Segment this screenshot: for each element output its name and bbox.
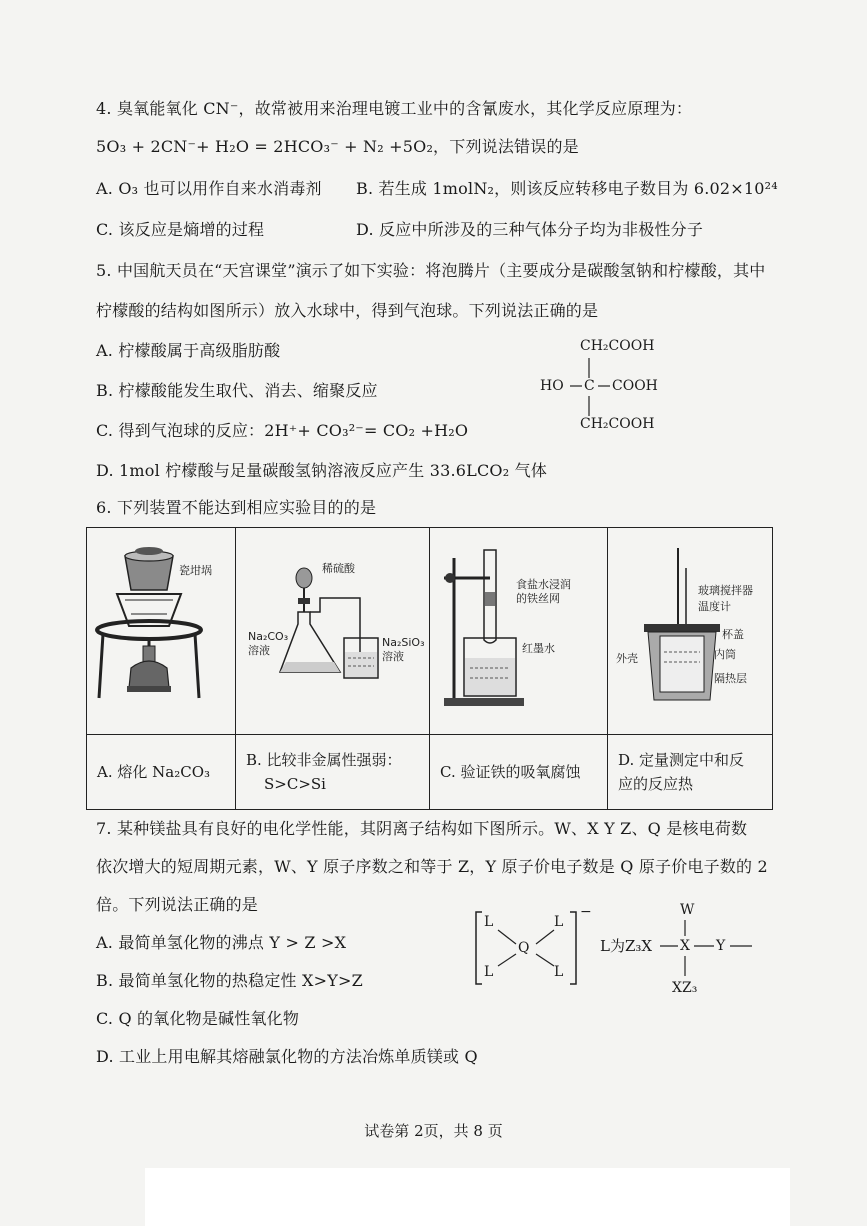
label-na2co3-solution: 溶液 — [248, 644, 270, 657]
q7-option-b: B. 最简单氢化物的热稳定性 X>Y>Z — [96, 971, 363, 990]
q6-stem: 6. 下列装置不能达到相应实验目的的是 — [96, 498, 377, 517]
label-red-ink: 红墨水 — [522, 642, 555, 655]
apparatus-table — [86, 527, 773, 810]
struct-cooh: COOH — [612, 378, 658, 394]
anion-l-bottomright: L — [554, 964, 564, 980]
label-wire-mesh: 的铁丝网 — [516, 592, 560, 605]
blank-strip — [145, 1168, 790, 1226]
label-glass-stirrer: 玻璃搅拌器 — [698, 584, 753, 597]
anion-l-topright: L — [554, 914, 564, 930]
ligand-xz3: XZ₃ — [672, 980, 698, 996]
q5-stem-line2: 柠檬酸的结构如图所示）放入水球中，得到气泡球。下列说法正确的是 — [96, 301, 599, 320]
anion-charge: − — [580, 904, 592, 920]
ligand-prefix: L为Z₃X — [600, 937, 653, 955]
q4-option-a: A. O₃ 也可以用作自来水消毒剂 — [96, 179, 322, 198]
ligand-bonds — [650, 918, 760, 982]
caption-d: D. 定量测定中和反 应的反应热 — [608, 735, 773, 810]
figure-d-calorimeter — [608, 528, 773, 735]
q5-option-c: C. 得到气泡球的反应：2H⁺+ CO₃²⁻= CO₂ +H₂O — [96, 421, 469, 440]
label-na2co3: Na₂CO₃ — [248, 630, 289, 643]
q4-equation: 5O₃ + 2CN⁻+ H₂O = 2HCO₃⁻ + N₂ +5O₂，下列说法错误的是 — [96, 137, 579, 156]
q4-option-b: B. 若生成 1molN₂，则该反应转移电子数目为 6.02×10²⁴ — [356, 179, 778, 198]
label-saltwater-wire: 食盐水浸润 — [516, 578, 571, 591]
q7-stem-line2: 依次增大的短周期元素，W、Y 原子序数之和等于 Z，Y 原子价电子数是 Q 原子价电子数的 2 — [96, 857, 768, 876]
q7-option-d: D. 工业上用电解其熔融氯化物的方法冶炼单质镁或 Q — [96, 1047, 478, 1066]
struct-bottom: CH₂COOH — [580, 416, 655, 432]
q5-option-a: A. 柠檬酸属于高级脂肪酸 — [96, 341, 281, 360]
page-footer: 试卷第 2页，共 8 页 — [364, 1122, 503, 1140]
label-insulation: 隔热层 — [714, 672, 747, 685]
label-inner-cup: 内筒 — [714, 648, 736, 661]
q5-stem-line1: 5. 中国航天员在“天宫课堂”演示了如下实验：将泡腾片（主要成分是碳酸氢钠和柠檬酸，其中 — [96, 261, 766, 280]
q7-stem-line1: 7. 某种镁盐具有良好的电化学性能，其阴离子结构如下图所示。W、X Y Z、Q 是核电荷数 — [96, 819, 748, 838]
q4-option-c: C. 该反应是熵增的过程 — [96, 220, 265, 239]
label-crucible: 瓷坩埚 — [179, 564, 212, 577]
label-na2sio3-solution: 溶液 — [382, 650, 404, 663]
figure-b-flask-beaker — [236, 528, 430, 735]
label-na2sio3: Na₂SiO₃ — [382, 636, 425, 649]
q4-stem: 4. 臭氧能氧化 CN⁻，故常被用来治理电镀工业中的含氰废水，其化学反应原理为： — [96, 99, 693, 118]
q5-option-d: D. 1mol 柠檬酸与足量碳酸氢钠溶液反应产生 33.6LCO₂ 气体 — [96, 461, 548, 480]
q7-stem-line3: 倍。下列说法正确的是 — [96, 895, 259, 914]
caption-c: C. 验证铁的吸氧腐蚀 — [430, 735, 608, 810]
label-thermometer: 温度计 — [698, 600, 731, 613]
anion-l-topleft: L — [484, 914, 494, 930]
ligand-y: Y — [716, 938, 726, 954]
q7-option-a: A. 最简单氢化物的沸点 Y > Z >X — [96, 933, 347, 952]
struct-bonds — [560, 352, 620, 422]
q5-option-b: B. 柠檬酸能发生取代、消去、缩聚反应 — [96, 381, 378, 400]
label-outer-shell: 外壳 — [616, 652, 638, 665]
label-lid: 杯盖 — [722, 628, 744, 641]
figure-a-crucible — [87, 528, 236, 735]
caption-a: A. 熔化 Na₂CO₃ — [87, 735, 236, 810]
struct-top: CH₂COOH — [580, 338, 655, 354]
figure-c-iron-corrosion — [430, 528, 608, 735]
struct-ho: HO — [540, 378, 564, 394]
ligand-x: X — [680, 938, 690, 954]
struct-c: C — [584, 378, 595, 394]
caption-b: B. 比较非金属性强弱： S>C>Si — [236, 735, 430, 810]
anion-q: Q — [518, 940, 530, 956]
q7-option-c: C. Q 的氧化物是碱性氧化物 — [96, 1009, 300, 1028]
label-dilute-h2so4: 稀硫酸 — [322, 562, 355, 575]
ligand-w: W — [680, 902, 695, 918]
anion-l-bottomleft: L — [484, 964, 494, 980]
q4-option-d: D. 反应中所涉及的三种气体分子均为非极性分子 — [356, 220, 704, 239]
